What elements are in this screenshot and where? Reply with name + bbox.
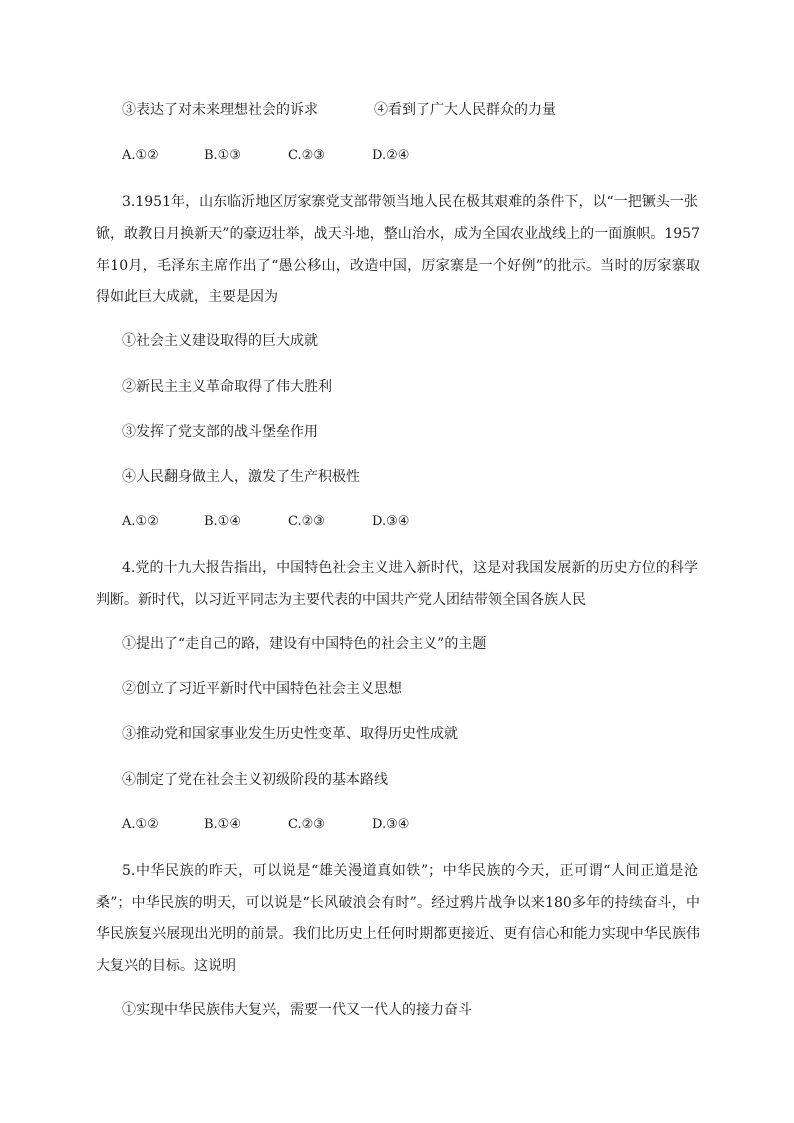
q3-line-3: 年10月，毛泽东主席作出了“愚公移山，改造中国，厉家寨是一个好例”的批示。当时的厉家寨取 [96, 258, 700, 274]
q5-line-2: 桑”；中华民族的明天，可以说是“长风破浪会有时”。经过鸦片战争以来180多年的持续奋斗，中 [96, 895, 700, 911]
q4-choice-c: C.②③ [288, 817, 325, 832]
q3-option-4: ④人民翻身做主人，激发了生产积极性 [122, 469, 360, 485]
q2-option-4: ④看到了广大人民群众的力量 [374, 102, 556, 118]
q5-line-1: 5.中华民族的昨天，可以说是“雄关漫道真如铁”；中华民族的今天，正可谓“人间正道是沧 [122, 863, 698, 879]
q3-line-1: 3.1951年，山东临沂地区厉家寨党支部带领当地人民在极其艰难的条件下，以“一把镢头一张 [122, 194, 698, 210]
q3-line-2: 锨，敢教日月换新天”的豪迈壮举，战天斗地，整山治水，成为全国农业战线上的一面旗帜。1957 [96, 226, 700, 242]
q4-option-2: ②创立了习近平新时代中国特色社会主义思想 [122, 681, 402, 697]
q3-choice-c: C.②③ [288, 514, 325, 529]
q4-choice-a: A.①② [122, 817, 159, 832]
q5-line-4: 大复兴的目标。这说明 [96, 958, 236, 974]
q2-choice-c: C.②③ [288, 148, 325, 163]
q4-option-4: ④制定了党在社会主义初级阶段的基本路线 [122, 772, 388, 788]
q5-line-3: 华民族复兴展现出光明的前景。我们比历史上任何时期都更接近、更有信心和能力实现中华民族伟 [96, 926, 700, 942]
q3-choice-a: A.①② [122, 514, 159, 529]
q3-option-2: ②新民主主义革命取得了伟大胜利 [122, 379, 332, 395]
q4-choice-d: D.③④ [372, 817, 410, 832]
q3-line-4: 得如此巨大成就，主要是因为 [96, 289, 278, 305]
q2-choice-b: B.①③ [204, 148, 241, 163]
q3-choice-b: B.①④ [204, 514, 241, 529]
q4-option-3: ③推动党和国家事业发生历史性变革、取得历史性成就 [122, 726, 458, 742]
q5-option-1: ①实现中华民族伟大复兴，需要一代又一代人的接力奋斗 [122, 1002, 472, 1018]
q3-option-3: ③发挥了党支部的战斗堡垒作用 [122, 424, 318, 440]
q3-choice-d: D.③④ [372, 514, 410, 529]
q4-choice-b: B.①④ [204, 817, 241, 832]
q4-line-1: 4.党的十九大报告指出，中国特色社会主义进入新时代，这是对我国发展新的历史方位的科学 [122, 560, 698, 576]
q3-option-1: ①社会主义建设取得的巨大成就 [122, 333, 318, 349]
q2-choice-a: A.①② [122, 148, 159, 163]
q4-line-2: 判断。新时代，以习近平同志为主要代表的中国共产党人团结带领全国各族人民 [96, 592, 586, 608]
q2-option-3: ③表达了对未来理想社会的诉求 [122, 102, 318, 118]
q2-choice-d: D.②④ [372, 148, 410, 163]
q4-option-1: ①提出了“走自己的路，建设有中国特色的社会主义”的主题 [122, 636, 487, 652]
